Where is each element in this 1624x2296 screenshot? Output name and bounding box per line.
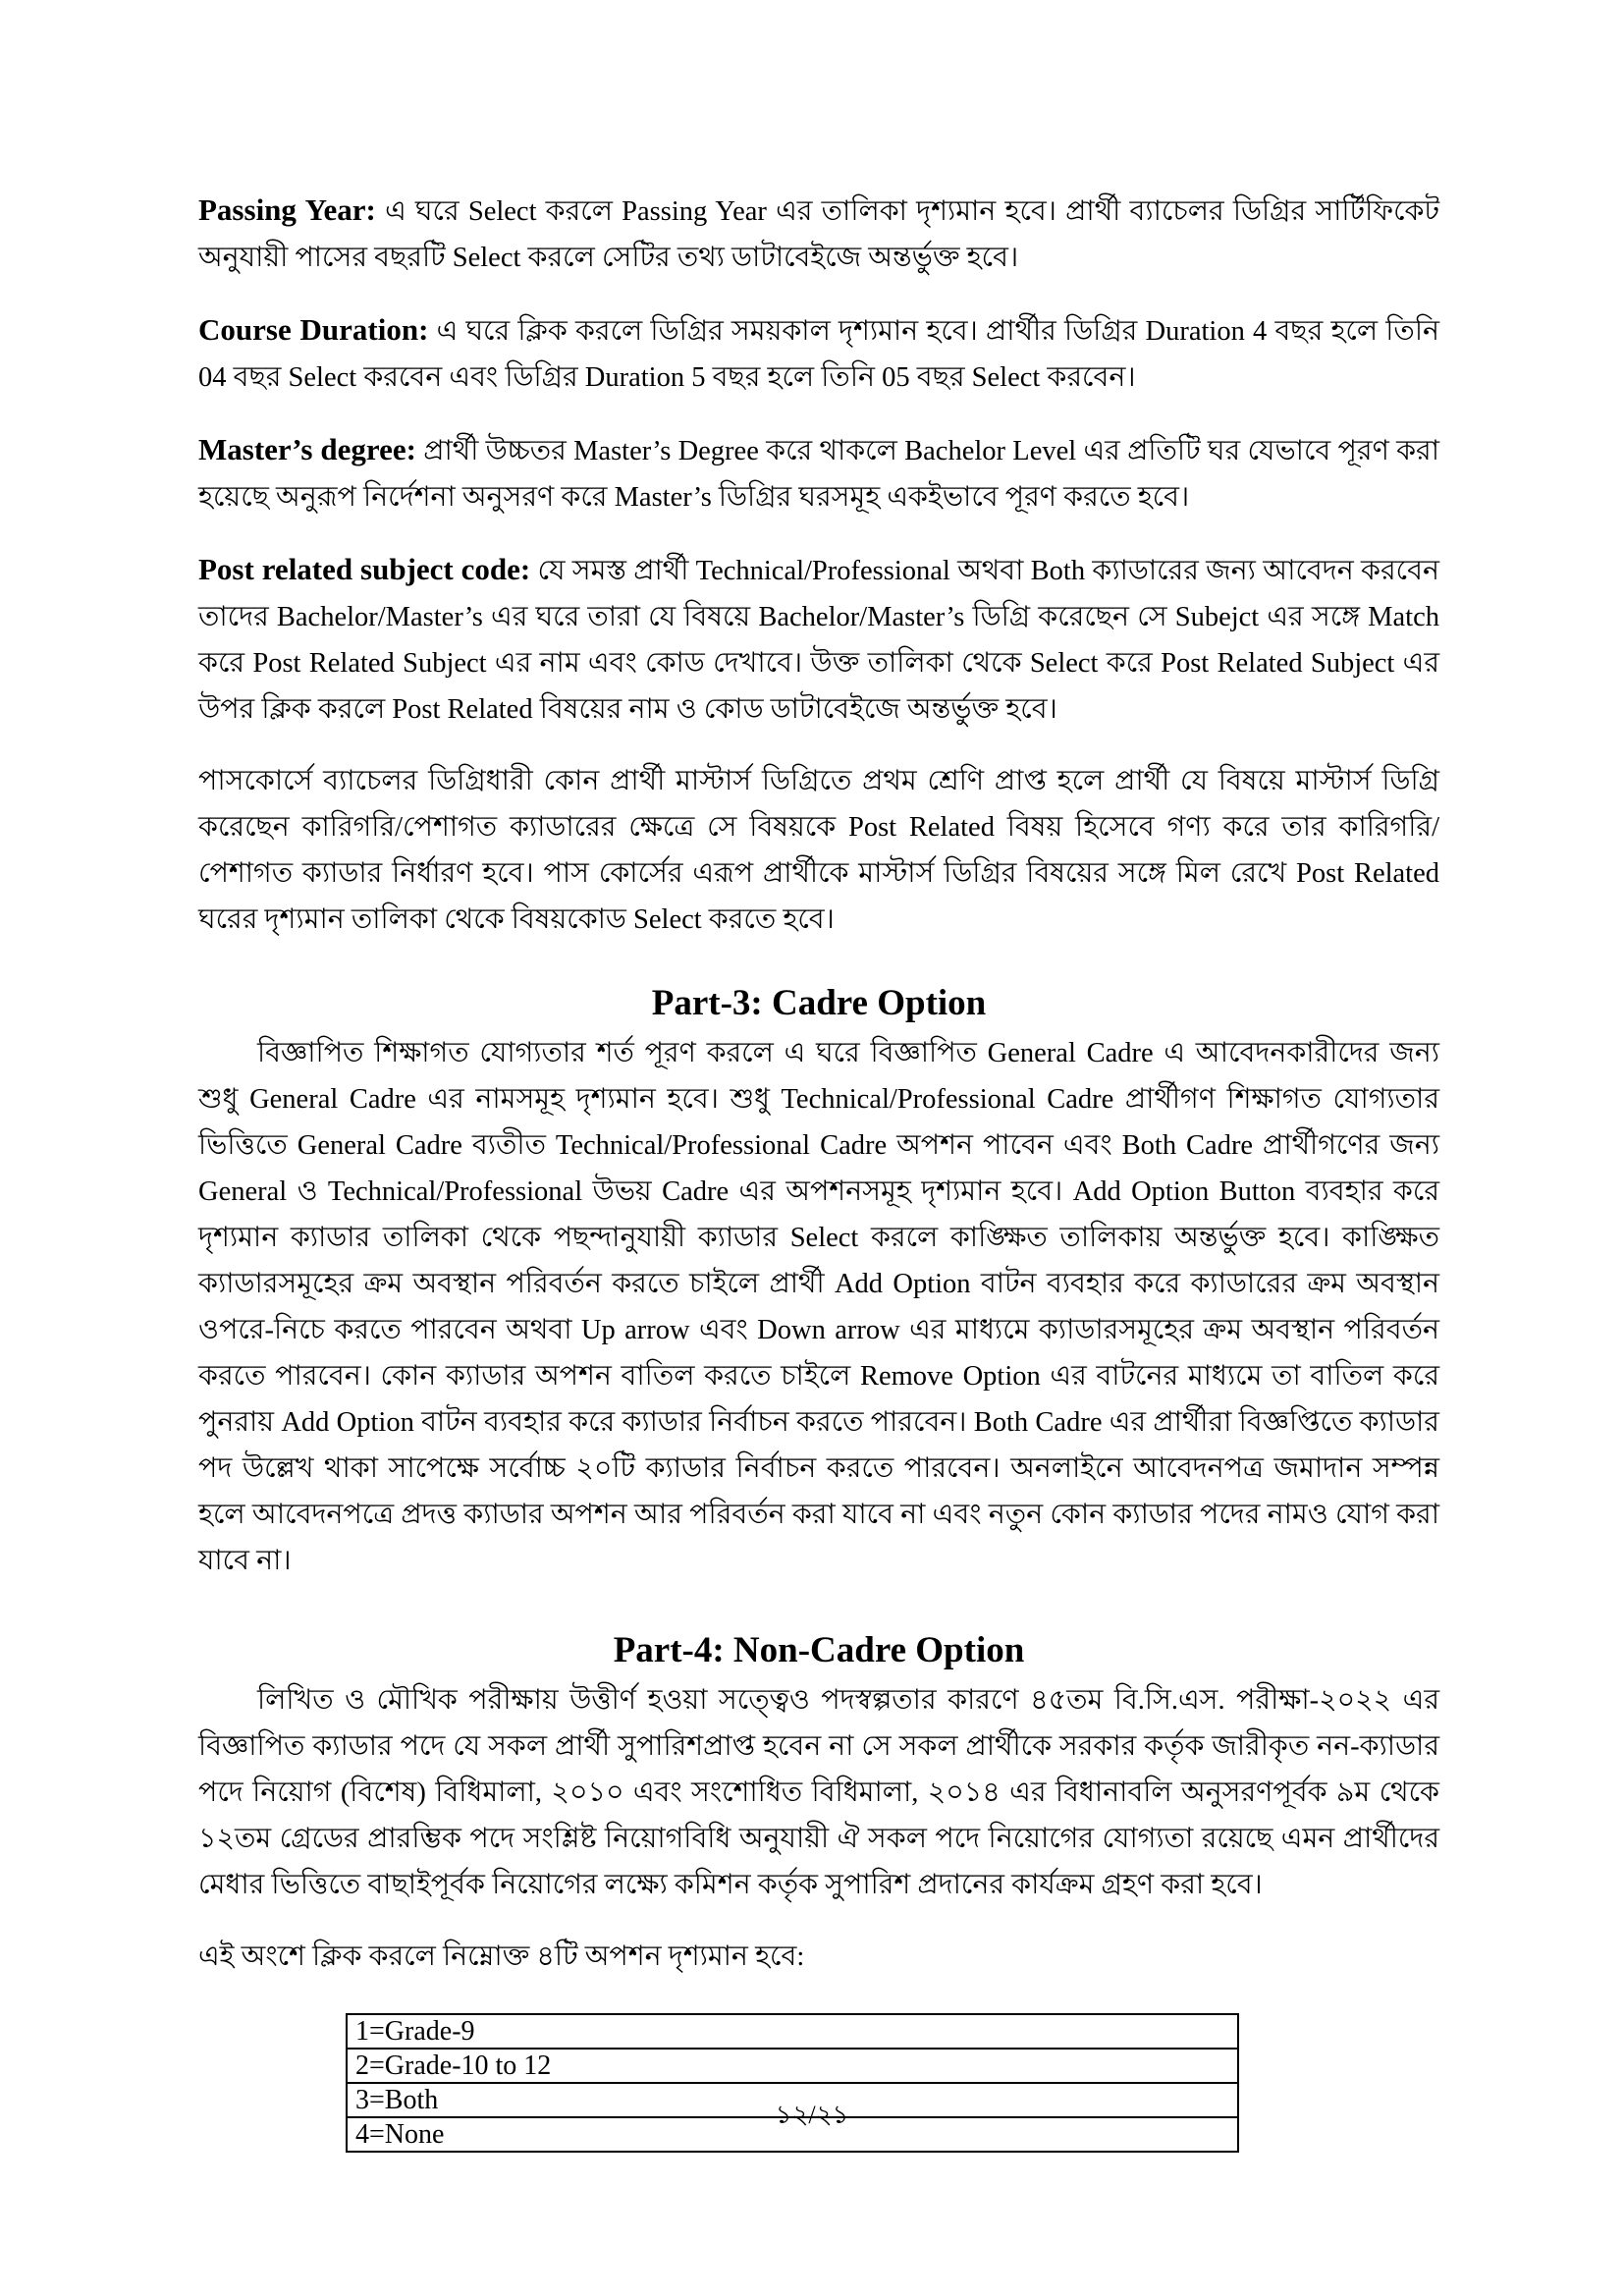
course-duration-paragraph [198, 306, 1439, 401]
options-intro: এই অংশে ক্লিক করলে নিম্নোক্ত ৪টি অপশন দৃশ্যমান হবে: [198, 1941, 805, 1972]
part3-body: বিজ্ঞাপিত শিক্ষাগত যোগ্যতার শর্ত পূরণ করলে এ ঘরে বিজ্ঞাপিত General Cadre এ আবেদনকারীদের জন্য শুধু General Cadre এর নামসমূহ দৃশ্যমান হবে। শুধু Technical/Professional Cadre প্রার্থীগণ শিক্ষাগত যোগ্যতার ভিত্তিতে General Cadre ব্যতীত Technical/Professional Cadre অপশন পাবেন এবং Both Cadre প্রার্থীগণের জন্য General ও Technical/Professional উভয় Cadre এর অপশনসমূহ দৃশ্যমান হবে। Add Option Button ব্যবহার করে দৃশ্যমান ক্যাডার তালিকা থেকে পছন্দানুযায়ী ক্যাডার Select করলে কাঙ্ক্ষিত তালিকায় অন্তর্ভুক্ত হবে। কাঙ্ক্ষিত ক্যাডারসমূহের ক্রম অবস্থান পরিবর্তন করতে চাইলে প্রার্থী Add Option বাটন ব্যবহার করে ক্যাডারের ক্রম অবস্থান ওপরে-নিচে করতে পারবেন অথবা Up arrow এবং Down arrow এর মাধ্যমে ক্যাডারসমূহের ক্রম অবস্থান পরিবর্তন করতে পারবেন। কোন ক্যাডার অপশন বাতিল করতে চাইলে Remove Option এর বাটনের মাধ্যমে তা বাতিল করে পুনরায় Add Option বাটন ব্যবহার করে ক্যাডার নির্বাচন করতে পারবেন। Both Cadre এর প্রার্থীরা বিজ্ঞপ্তিতে ক্যাডার পদ উল্লেখ থাকা সাপেক্ষে সর্বোচ্চ ২০টি ক্যাডার নির্বাচন করতে পারবেন। অনলাইনে আবেদনপত্র জমাদান সম্পন্ন হলে আবেদনপত্রে প্রদত্ত ক্যাডার অপশন আর পরিবর্তন করা যাবে না এবং নতুন কোন ক্যাডার পদের নামও যোগ করা যাবে না। [198, 1038, 1439, 1576]
option-cell: 4=None [347, 2117, 1238, 2152]
masters-degree-text: প্রার্থী উচ্চতর Master’s Degree করে থাকলে Bachelor Level এর প্রতিটি ঘর যেভাবে পূরণ করা হয়েছে অনুরূপ নির্দেশনা অনুসরণ করে Master’s ডিগ্রির ঘরসমূহ একইভাবে পূরণ করতে হবে। [198, 436, 1439, 513]
passing-year-text: এ ঘরে Select করলে Passing Year এর তালিকা দৃশ্যমান হবে। প্রার্থী ব্যাচেলর ডিগ্রির সার্টিফিকেট অনুযায়ী পাসের বছরটি Select করলে সেটির তথ্য ডাটাবেইজে অন্তর্ভুক্ত হবে। [198, 196, 1439, 273]
part4-heading: Part-4: Non-Cadre Option [613, 1630, 1025, 1670]
document-page [198, 187, 1439, 1980]
passing-year-label: Passing Year: [198, 192, 376, 227]
post-related-paragraph [198, 546, 1439, 733]
pass-course-paragraph: পাসকোর্সে ব্যাচেলর ডিগ্রিধারী কোন প্রার্থী মাস্টার্স ডিগ্রিতে প্রথম শ্রেণি প্রাপ্ত হলে প্রার্থী যে বিষয়ে মাস্টার্স ডিগ্রি করেছেন কারিগরি/পেশাগত ক্যাডারের ক্ষেত্রে সে বিষয়কে Post Related বিষয় হিসেবে গণ্য করে তার কারিগরি/পেশাগত ক্যাডার নির্ধারণ হবে। পাস কোর্সের এরূপ প্রার্থীকে মাস্টার্স ডিগ্রির বিষয়ের সঙ্গে মিল রেখে Post Related ঘরের দৃশ্যমান তালিকা থেকে বিষয়কোড Select করতে হবে। [198, 766, 1439, 935]
part4-body: লিখিত ও মৌখিক পরীক্ষায় উত্তীর্ণ হওয়া সত্ত্বেও পদস্বল্পতার কারণে ৪৫তম বি.সি.এস. পরীক্ষা-২০২২ এর বিজ্ঞাপিত ক্যাডার পদে যে সকল প্রার্থী সুপারিশপ্রাপ্ত হবেন না সে সকল প্রার্থীকে সরকার কর্তৃক জারীকৃত নন-ক্যাডার পদে নিয়োগ (বিশেষ) বিধিমালা, ২০১০ এবং সংশোধিত বিধিমালা, ২০১৪ এর বিধানাবলি অনুসরণপূর্বক ৯ম থেকে ১২তম গ্রেডের প্রারম্ভিক পদে সংশ্লিষ্ট নিয়োগবিধি অনুযায়ী ঐ সকল পদে নিয়োগের যোগ্যতা রয়েছে এমন প্রার্থীদের মেধার ভিত্তিতে বাছাইপূর্বক নিয়োগের লক্ষ্যে কমিশন কর্তৃক সুপারিশ প্রদানের কার্যক্রম গ্রহণ করা হবে। [198, 1685, 1439, 1900]
post-related-label: Post related subject code: [198, 552, 531, 586]
option-cell: 3=Both [347, 2083, 1238, 2117]
part3-heading: Part-3: Cadre Option [651, 983, 987, 1023]
table-row [347, 2049, 1238, 2083]
table-row [347, 2014, 1238, 2049]
option-cell: 2=Grade-10 to 12 [347, 2049, 1238, 2083]
page-number: ১২/২১ [775, 2101, 849, 2129]
masters-degree-paragraph [198, 426, 1439, 520]
post-related-text: যে সমস্ত প্রার্থী Technical/Professional অথবা Both ক্যাডারের জন্য আবেদন করবেন তাদের Bachelor/Master’s এর ঘরে তারা যে বিষয়ে Bachelor/Master’s ডিগ্রি করেছেন সে Subejct এর সঙ্গে Match করে Post Related Subject এর নাম এবং কোড দেখাবে। উক্ত তালিকা থেকে Select করে Post Related Subject এর উপর ক্লিক করলে Post Related বিষয়ের নাম ও কোড ডাটাবেইজে অন্তর্ভুক্ত হবে। [198, 556, 1440, 725]
masters-degree-label: Master’s degree: [198, 432, 416, 466]
course-duration-text: এ ঘরে ক্লিক করলে ডিগ্রির সময়কাল দৃশ্যমান হবে। প্রার্থীর ডিগ্রির Duration 4 বছর হলে তিনি 04 বছর Select করবেন এবং ডিগ্রির Duration 5 বছর হলে তিনি 05 বছর Select করবেন। [198, 316, 1439, 393]
course-duration-label: Course Duration: [198, 312, 429, 347]
option-cell: 1=Grade-9 [347, 2014, 1238, 2049]
passing-year-paragraph [198, 187, 1439, 281]
